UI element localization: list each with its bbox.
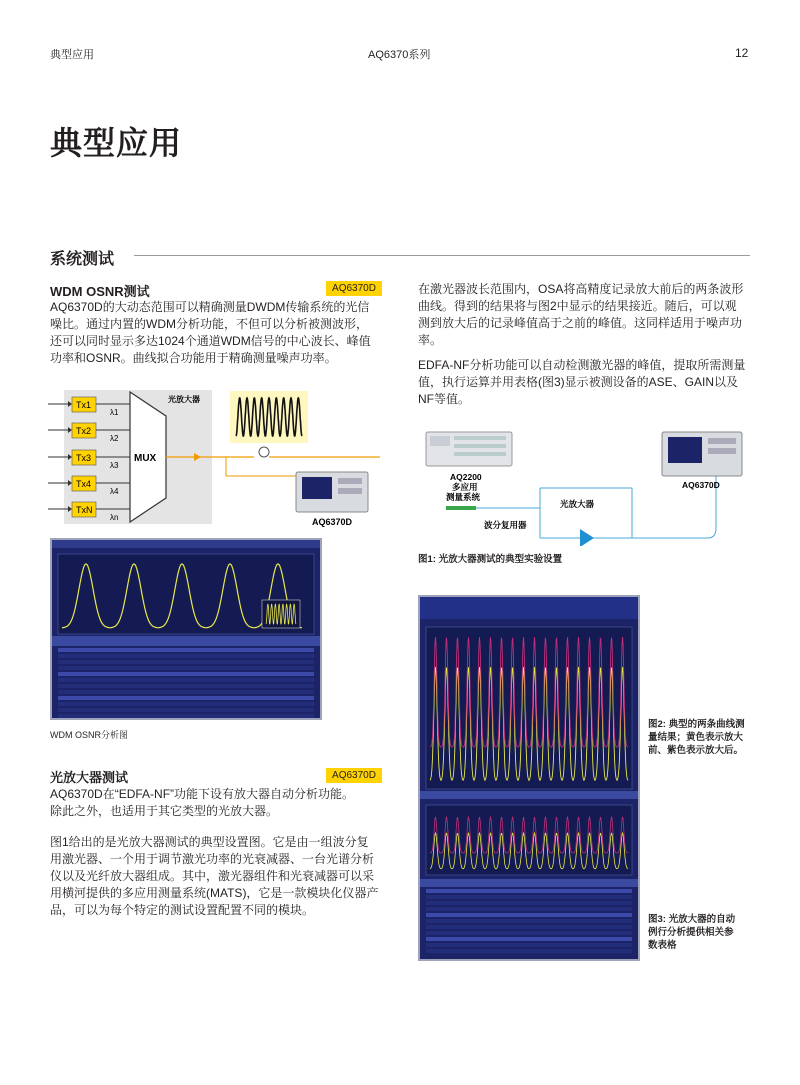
wdm-paragraph: AQ6370D的大动态范围可以精确测量DWDM传输系统的光信 噪比。通过内置的WDM分析功能，不但可以分析被测波形， 还可以同时显示多达1024个通道WDM信号的中心波长、峰值 功率和OSNR。曲线拟合功能用于精确测量噪声功率。: [50, 300, 371, 365]
fig1-setup-diagram: [418, 428, 758, 546]
lambdan-label: λn: [110, 513, 119, 522]
tx3-label: Tx3: [76, 453, 92, 463]
page-number: 12: [735, 46, 749, 60]
table-row: [58, 690, 314, 694]
osa-instrument: [662, 432, 742, 476]
table-row: [58, 714, 314, 718]
fig2-fig3-screen: [418, 595, 640, 961]
section-title: 系统测试: [50, 251, 115, 268]
tx2-label: Tx2: [76, 426, 92, 436]
lambda4-label: λ4: [110, 487, 119, 496]
page-title: 典型应用: [50, 125, 183, 161]
right-paragraph-2: EDFA-NF分析功能可以自动检测激光器的峰值，提取所需测量 值，执行运算并用表格(图3)显示被测设备的ASE、GAIN以及 NF等值。: [418, 358, 746, 406]
tx4-label: Tx4: [76, 479, 92, 489]
fig1-osa-label: AQ6370D: [682, 480, 720, 490]
wdm-caption: WDM OSNR分析图: [50, 730, 128, 740]
header-series: AQ6370系列: [368, 49, 431, 61]
tx1-label: Tx1: [76, 400, 92, 410]
table-row: [426, 937, 632, 941]
table-row: [426, 919, 632, 923]
table-row: [426, 889, 632, 893]
table-row: [58, 666, 314, 670]
mats-label-3: 测量系统: [446, 492, 481, 502]
fig2-caption: 图2: 典型的两条曲线测 量结果；黄色表示放大 前、紫色表示放大后。: [648, 719, 745, 756]
table-row: [58, 702, 314, 706]
table-row: [426, 901, 632, 905]
table-row: [426, 931, 632, 935]
mux-label: MUX: [134, 453, 157, 464]
demux-label: 波分复用器: [484, 520, 527, 530]
table-row: [58, 684, 314, 688]
device-label: AQ6370D: [312, 517, 353, 527]
table-row: [58, 660, 314, 664]
header-section: 典型应用: [50, 49, 94, 61]
wdm-osnr-screen: [50, 538, 322, 720]
table-row: [426, 949, 632, 953]
aq6370d-instrument-small: [296, 472, 368, 512]
wdm-heading: WDM OSNR测试: [50, 284, 150, 299]
table-row: [58, 654, 314, 658]
lambda1-label: λ1: [110, 408, 119, 417]
amp-triangle: [580, 529, 594, 546]
lambda3-label: λ3: [110, 461, 119, 470]
mats-label-2: 多应用: [452, 482, 478, 492]
section-divider: [134, 255, 750, 256]
table-row: [58, 696, 314, 700]
table-row: [58, 648, 314, 652]
table-row: [426, 895, 632, 899]
table-row: [58, 672, 314, 676]
table-row: [58, 678, 314, 682]
table-row: [426, 925, 632, 929]
table-row: [426, 943, 632, 947]
right-paragraph-1: 在激光器波长范围内，OSA将高精度记录放大前后的两条波形 曲线。得到的结果将与图2中显示的结果接近。随后，可以观 测到放大后的记录峰值高于之前的峰值。这同样适用于噪声功 率。: [418, 282, 744, 347]
fig1-amp-label: 光放大器: [560, 499, 595, 509]
mats-instrument: [426, 432, 512, 466]
mats-label-1: AQ2200: [450, 472, 482, 482]
fig1-caption: 图1: 光放大器测试的典型实验设置: [418, 554, 563, 565]
amp-label: 光放大器: [168, 395, 200, 404]
table-row: [426, 913, 632, 917]
amp-badge: AQ6370D: [326, 768, 382, 783]
table-row: [426, 907, 632, 911]
amp-paragraph-2: 图1给出的是光放大器测试的典型设置图。它是由一组波分复 用激光器、一个用于调节激光功率的光衰减器、一台光谱分析 仪以及光纤放大器组成。其中，激光器组件和光衰减器可以采 用横河提供的多应用测量系统(MATS)，它是一款模块化仪器产 品，可以为每个特定的测试设置配置不同的模块。: [50, 835, 379, 917]
amp-heading: 光放大器测试: [50, 770, 129, 785]
fig3-caption: 图3: 光放大器的自动 例行分析提供相关参 数表格: [648, 914, 736, 951]
txn-label: TxN: [76, 505, 93, 515]
demux-block: [446, 506, 476, 510]
wdm-badge: AQ6370D: [326, 281, 382, 296]
wdm-setup-diagram: [44, 388, 384, 528]
table-row: [58, 708, 314, 712]
amp-paragraph-1: AQ6370D在“EDFA-NF”功能下设有放大器自动分析功能。 除此之外，也适用于其它类型的光放大器。: [50, 787, 355, 818]
lambda2-label: λ2: [110, 434, 119, 443]
